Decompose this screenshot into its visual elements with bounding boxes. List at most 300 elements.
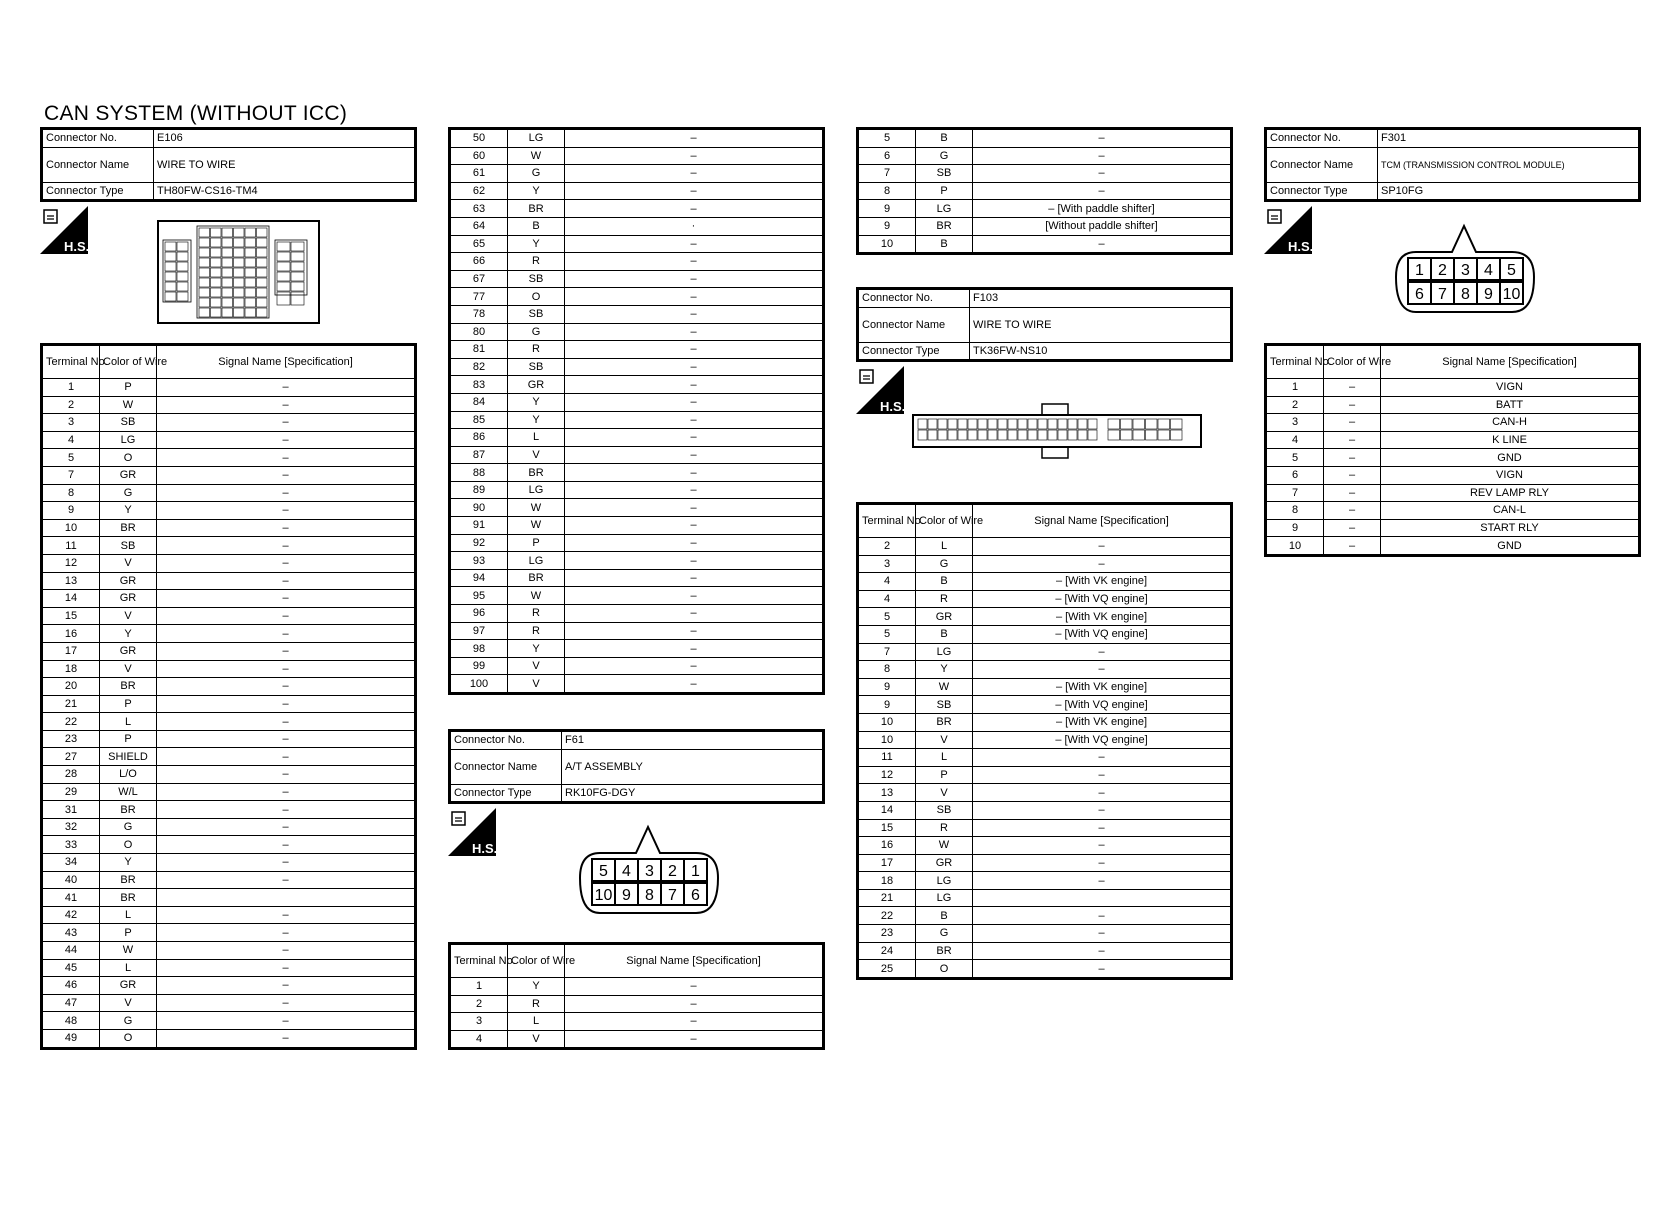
pin-cell [1158, 430, 1170, 440]
table-row [858, 165, 1232, 183]
pin-cell [234, 228, 245, 237]
signal-name-cell: START RLY [1381, 519, 1640, 537]
table-row [450, 675, 824, 694]
signal-name-cell: – [973, 942, 1232, 960]
signal-name-cell: – [157, 766, 416, 784]
terminal-no-cell: 8 [858, 661, 916, 679]
wire-color-cell: – [1324, 414, 1381, 432]
table-row [42, 625, 416, 643]
signal-name-cell: GND [1381, 537, 1640, 556]
pin-number: 8 [645, 887, 654, 904]
signal-name-cell: – [157, 871, 416, 889]
connector-no-value: F61 [562, 731, 824, 750]
signal-name-cell: – [565, 640, 824, 658]
f61-terminal-table-continued [856, 127, 1233, 255]
wire-color-cell: V [100, 994, 157, 1012]
table-row [858, 731, 1232, 749]
wire-color-cell: P [508, 534, 565, 552]
f301-terminal-table [1264, 343, 1641, 557]
terminal-no-cell: 2 [42, 396, 100, 414]
wire-color-cell: G [916, 555, 973, 573]
wire-color-cell: BR [100, 889, 157, 907]
table-row [42, 783, 416, 801]
table-row [1266, 502, 1640, 520]
table-row [858, 837, 1232, 855]
wire-color-cell: LG [916, 643, 973, 661]
pin-cell [257, 268, 268, 277]
table-row [42, 1012, 416, 1030]
terminal-no-cell: 88 [450, 464, 508, 482]
f61-terminal-table [448, 942, 825, 1050]
e106-terminal-table [40, 343, 417, 1050]
connector-name-value: TCM (TRANSMISSION CONTROL MODULE) [1378, 147, 1640, 182]
signal-name-cell: – [157, 783, 416, 801]
table-row [858, 608, 1232, 626]
pin-cell [1038, 419, 1047, 429]
wire-color-cell: – [1324, 502, 1381, 520]
table-row [450, 534, 824, 552]
pin-cell [928, 430, 937, 440]
pin-number: 5 [599, 863, 608, 880]
signal-name-cell: – [157, 642, 416, 660]
wire-color-cell: Y [100, 854, 157, 872]
wire-color-cell: O [916, 960, 973, 979]
terminal-no-cell: 93 [450, 552, 508, 570]
table-row [858, 147, 1232, 165]
wire-color-cell: BR [100, 678, 157, 696]
table-row [858, 538, 1232, 556]
terminal-no-cell: 47 [42, 994, 100, 1012]
terminal-no-cell: 6 [1266, 466, 1324, 484]
pin-cell [1028, 430, 1037, 440]
terminal-no-cell: 80 [450, 323, 508, 341]
signal-name-cell: – [157, 466, 416, 484]
terminal-no-cell: 81 [450, 341, 508, 359]
table-row [42, 854, 416, 872]
signal-name-cell [973, 889, 1232, 907]
connector-name-value: A/T ASSEMBLY [562, 749, 824, 784]
pin-cell [211, 238, 222, 247]
wire-color-cell: O [100, 836, 157, 854]
pin-cell [211, 248, 222, 257]
pin-cell [222, 258, 233, 267]
wire-color-cell: LG [508, 552, 565, 570]
table-row [42, 414, 416, 432]
pin-cell [211, 268, 222, 277]
terminal-no-cell: 97 [450, 622, 508, 640]
signal-name-cell: – [157, 414, 416, 432]
pin-cell [245, 268, 256, 277]
pin-cell [1008, 430, 1017, 440]
pin-cell [211, 298, 222, 307]
signal-name-cell: – [973, 147, 1232, 165]
connector-type-label: Connector Type [450, 784, 562, 803]
signal-name-cell: – [157, 660, 416, 678]
pin-cell [245, 288, 256, 297]
pin-cell [291, 282, 304, 291]
pin-cell [1058, 430, 1067, 440]
signal-name-cell: – [565, 376, 824, 394]
wire-color-cell: O [100, 449, 157, 467]
table-row [450, 657, 824, 675]
pin-cell [234, 238, 245, 247]
terminal-no-cell: 9 [858, 696, 916, 714]
table-row [42, 554, 416, 572]
pin-cell [978, 419, 987, 429]
terminal-no-cell: 16 [858, 837, 916, 855]
wire-color-cell: L [916, 538, 973, 556]
terminal-no-cell: 10 [858, 731, 916, 749]
wire-color-cell: SB [916, 801, 973, 819]
pin-cell [1088, 419, 1097, 429]
pin-cell [245, 278, 256, 287]
pin-cell [245, 258, 256, 267]
wire-color-cell: L [100, 959, 157, 977]
signal-name-cell: – [157, 748, 416, 766]
harness-side-icon [40, 206, 88, 254]
signal-name-cell: – [565, 288, 824, 306]
table-row [450, 411, 824, 429]
table-row [42, 818, 416, 836]
pin-cell [918, 419, 927, 429]
signal-name-cell: – [973, 749, 1232, 767]
terminal-no-cell: 33 [42, 836, 100, 854]
wire-color-cell: GR [916, 608, 973, 626]
pin-cell [257, 298, 268, 307]
terminal-no-cell: 14 [42, 590, 100, 608]
pin-cell [177, 242, 188, 251]
table-row [858, 960, 1232, 979]
signal-name-cell: – [With VK engine] [973, 713, 1232, 731]
wire-color-cell: BR [916, 217, 973, 235]
pin-cell [257, 238, 268, 247]
pin-cell [165, 272, 176, 281]
wire-color-cell: W [508, 587, 565, 605]
terminal-no-cell: 9 [858, 217, 916, 235]
table-row [1266, 449, 1640, 467]
terminal-no-cell: 63 [450, 200, 508, 218]
pin-cell [211, 288, 222, 297]
terminal-no-cell: 4 [858, 590, 916, 608]
terminal-no-cell: 25 [858, 960, 916, 979]
terminal-no-cell: 16 [42, 625, 100, 643]
e106-terminal-table-continued [448, 127, 825, 695]
wire-color-cell: Y [916, 661, 973, 679]
wire-color-cell: – [1324, 396, 1381, 414]
connector-type-value: RK10FG-DGY [562, 784, 824, 803]
signal-name-cell: – [565, 587, 824, 605]
pin-number: 2 [1438, 262, 1447, 279]
wire-color-cell: Y [508, 640, 565, 658]
terminal-no-header: Terminal No. [858, 504, 916, 538]
table-row [450, 253, 824, 271]
pin-cell [165, 282, 176, 291]
wire-color-cell: G [100, 818, 157, 836]
wire-color-cell: Y [508, 411, 565, 429]
wire-color-cell: BR [100, 871, 157, 889]
signal-name-cell: – [565, 552, 824, 570]
terminal-no-cell: 89 [450, 481, 508, 499]
wire-color-cell: LG [508, 129, 565, 148]
table-row [42, 379, 416, 397]
wire-color-cell: SHIELD [100, 748, 157, 766]
signal-name-cell: – [565, 446, 824, 464]
terminal-no-cell: 4 [1266, 431, 1324, 449]
wire-color-cell: Y [100, 625, 157, 643]
terminal-no-cell: 46 [42, 977, 100, 995]
pin-cell [222, 228, 233, 237]
pin-cell [1121, 419, 1133, 429]
connector-no-label: Connector No. [42, 129, 154, 148]
terminal-no-cell: 42 [42, 906, 100, 924]
connector-name-label: Connector Name [450, 749, 562, 784]
terminal-no-cell: 17 [42, 642, 100, 660]
pin-number: 9 [1484, 286, 1493, 303]
table-row [42, 396, 416, 414]
signal-name-header: Signal Name [Specification] [1381, 345, 1640, 379]
table-row [450, 341, 824, 359]
terminal-no-cell: 45 [42, 959, 100, 977]
signal-name-cell: – [565, 393, 824, 411]
pin-cell [199, 298, 210, 307]
signal-name-cell: K LINE [1381, 431, 1640, 449]
wire-color-cell: W [916, 837, 973, 855]
pin-cell [177, 262, 188, 271]
signal-name-cell: – [973, 801, 1232, 819]
terminal-no-cell: 49 [42, 1029, 100, 1048]
table-row [42, 713, 416, 731]
signal-name-cell: – [565, 499, 824, 517]
signal-name-cell: – [157, 502, 416, 520]
signal-name-cell: – [With VK engine] [973, 678, 1232, 696]
pin-cell [291, 252, 304, 261]
signal-name-cell: CAN-H [1381, 414, 1640, 432]
terminal-no-cell: 17 [858, 854, 916, 872]
terminal-no-cell: 3 [450, 1013, 508, 1031]
wire-color-cell: SB [508, 270, 565, 288]
table-row [1266, 396, 1640, 414]
signal-name-cell: – [565, 657, 824, 675]
pin-cell [222, 288, 233, 297]
table-row [858, 766, 1232, 784]
signal-name-cell: – [565, 622, 824, 640]
terminal-no-cell: 28 [42, 766, 100, 784]
signal-name-cell: – [565, 323, 824, 341]
pin-cell [1088, 430, 1097, 440]
signal-name-cell: – [565, 534, 824, 552]
pin-cell [1078, 430, 1087, 440]
terminal-no-cell: 22 [42, 713, 100, 731]
terminal-no-cell: 10 [42, 519, 100, 537]
wire-color-cell: – [1324, 379, 1381, 397]
terminal-no-cell: 3 [1266, 414, 1324, 432]
signal-name-cell: – [157, 1012, 416, 1030]
terminal-no-cell: 7 [858, 165, 916, 183]
pin-cell [234, 278, 245, 287]
signal-name-cell: REV LAMP RLY [1381, 484, 1640, 502]
terminal-no-cell: 29 [42, 783, 100, 801]
terminal-no-cell: 66 [450, 253, 508, 271]
table-row [858, 217, 1232, 235]
table-row [42, 942, 416, 960]
connector-type-label: Connector Type [858, 342, 970, 361]
table-row [42, 1029, 416, 1048]
terminal-no-cell: 3 [858, 555, 916, 573]
wire-color-header: Color of Wire [916, 504, 973, 538]
terminal-no-cell: 10 [858, 713, 916, 731]
pin-cell [998, 430, 1007, 440]
pin-cell [177, 292, 188, 301]
pin-number: 10 [1502, 286, 1521, 303]
wire-color-cell: – [1324, 449, 1381, 467]
pin-cell [1121, 430, 1133, 440]
wire-color-cell: L [508, 429, 565, 447]
signal-name-cell: – [With VK engine] [973, 573, 1232, 591]
signal-name-cell: – [973, 661, 1232, 679]
wire-color-cell: R [916, 819, 973, 837]
pin-cell [277, 282, 290, 291]
wire-color-cell: GR [508, 376, 565, 394]
table-row [42, 959, 416, 977]
terminal-no-cell: 91 [450, 517, 508, 535]
signal-name-cell: – [565, 305, 824, 323]
wire-color-cell: BR [508, 569, 565, 587]
wire-color-cell: V [100, 554, 157, 572]
signal-name-cell: – [973, 925, 1232, 943]
pin-cell [277, 292, 290, 305]
pin-cell [1146, 430, 1158, 440]
terminal-no-cell: 12 [858, 766, 916, 784]
pin-cell [291, 242, 304, 251]
table-row [450, 270, 824, 288]
wire-color-cell: BR [508, 464, 565, 482]
signal-name-cell: – [157, 854, 416, 872]
wire-color-cell: LG [916, 889, 973, 907]
table-row [450, 605, 824, 623]
pin-number: 2 [668, 863, 677, 880]
terminal-no-cell: 2 [450, 995, 508, 1013]
terminal-no-cell: 41 [42, 889, 100, 907]
signal-name-header: Signal Name [Specification] [565, 944, 824, 978]
wire-color-cell: GR [100, 466, 157, 484]
terminal-no-cell: 8 [42, 484, 100, 502]
terminal-no-cell: 96 [450, 605, 508, 623]
terminal-no-cell: 23 [858, 925, 916, 943]
connector-no-label: Connector No. [450, 731, 562, 750]
table-row [450, 552, 824, 570]
terminal-no-cell: 10 [858, 235, 916, 254]
wire-color-cell: BR [916, 713, 973, 731]
f103-header [856, 287, 1233, 362]
terminal-no-cell: 4 [858, 573, 916, 591]
table-row [858, 925, 1232, 943]
terminal-no-cell: 5 [42, 449, 100, 467]
wire-color-cell: – [1324, 519, 1381, 537]
signal-name-cell: – [973, 819, 1232, 837]
table-row [450, 323, 824, 341]
wire-color-cell: L [508, 1013, 565, 1031]
connector-no-value: E106 [154, 129, 416, 148]
pin-cell [199, 308, 210, 317]
terminal-no-cell: 11 [858, 749, 916, 767]
signal-name-cell: – [973, 837, 1232, 855]
connector-type-label: Connector Type [1266, 182, 1378, 201]
terminal-no-cell: 34 [42, 854, 100, 872]
pin-cell [1108, 419, 1120, 429]
wire-color-cell: R [508, 253, 565, 271]
signal-name-cell: – [157, 942, 416, 960]
table-row [1266, 484, 1640, 502]
table-row [858, 854, 1232, 872]
terminal-no-cell: 87 [450, 446, 508, 464]
pin-cell [177, 272, 188, 281]
terminal-no-cell: 7 [1266, 484, 1324, 502]
wire-color-cell: LG [916, 200, 973, 218]
table-row [1266, 379, 1640, 397]
signal-name-cell: – [973, 182, 1232, 200]
signal-name-cell: – [565, 358, 824, 376]
table-row [42, 660, 416, 678]
terminal-no-cell: 64 [450, 217, 508, 235]
terminal-no-cell: 90 [450, 499, 508, 517]
pin-number: 3 [1461, 262, 1470, 279]
signal-name-cell: – [565, 147, 824, 165]
signal-name-cell: – [157, 590, 416, 608]
wire-color-cell: GR [916, 854, 973, 872]
pin-cell [222, 298, 233, 307]
pin-cell [938, 419, 947, 429]
pin-cell [245, 308, 256, 317]
pin-cell [1018, 430, 1027, 440]
wire-color-cell: R [508, 622, 565, 640]
pin-number: 4 [1484, 262, 1493, 279]
connector-name-label: Connector Name [1266, 147, 1378, 182]
f301-header [1264, 127, 1641, 202]
wire-color-cell: Y [100, 502, 157, 520]
wire-color-cell: P [100, 379, 157, 397]
signal-name-cell: – [973, 872, 1232, 890]
signal-name-cell: – [565, 517, 824, 535]
pin-cell [1146, 419, 1158, 429]
terminal-no-cell: 11 [42, 537, 100, 555]
wire-color-cell: BR [916, 942, 973, 960]
pin-cell [211, 258, 222, 267]
connector-type-label: Connector Type [42, 182, 154, 201]
wire-color-cell: BR [100, 519, 157, 537]
signal-name-cell: – [973, 643, 1232, 661]
table-row [858, 661, 1232, 679]
wire-color-cell: L [100, 713, 157, 731]
terminal-no-cell: 5 [1266, 449, 1324, 467]
terminal-no-cell: 14 [858, 801, 916, 819]
table-row [42, 730, 416, 748]
pin-cell [1008, 419, 1017, 429]
pin-cell [222, 278, 233, 287]
terminal-no-cell: 7 [858, 643, 916, 661]
signal-name-cell: – [157, 572, 416, 590]
table-row [858, 696, 1232, 714]
terminal-no-cell: 6 [858, 147, 916, 165]
pin-cell [1133, 419, 1145, 429]
signal-name-cell: – [157, 484, 416, 502]
table-row [42, 502, 416, 520]
terminal-no-header: Terminal No. [450, 944, 508, 978]
wire-color-cell: O [508, 288, 565, 306]
pin-cell [177, 282, 188, 291]
pin-cell [1038, 430, 1047, 440]
wire-color-cell: – [1324, 431, 1381, 449]
pin-cell [1108, 430, 1120, 440]
